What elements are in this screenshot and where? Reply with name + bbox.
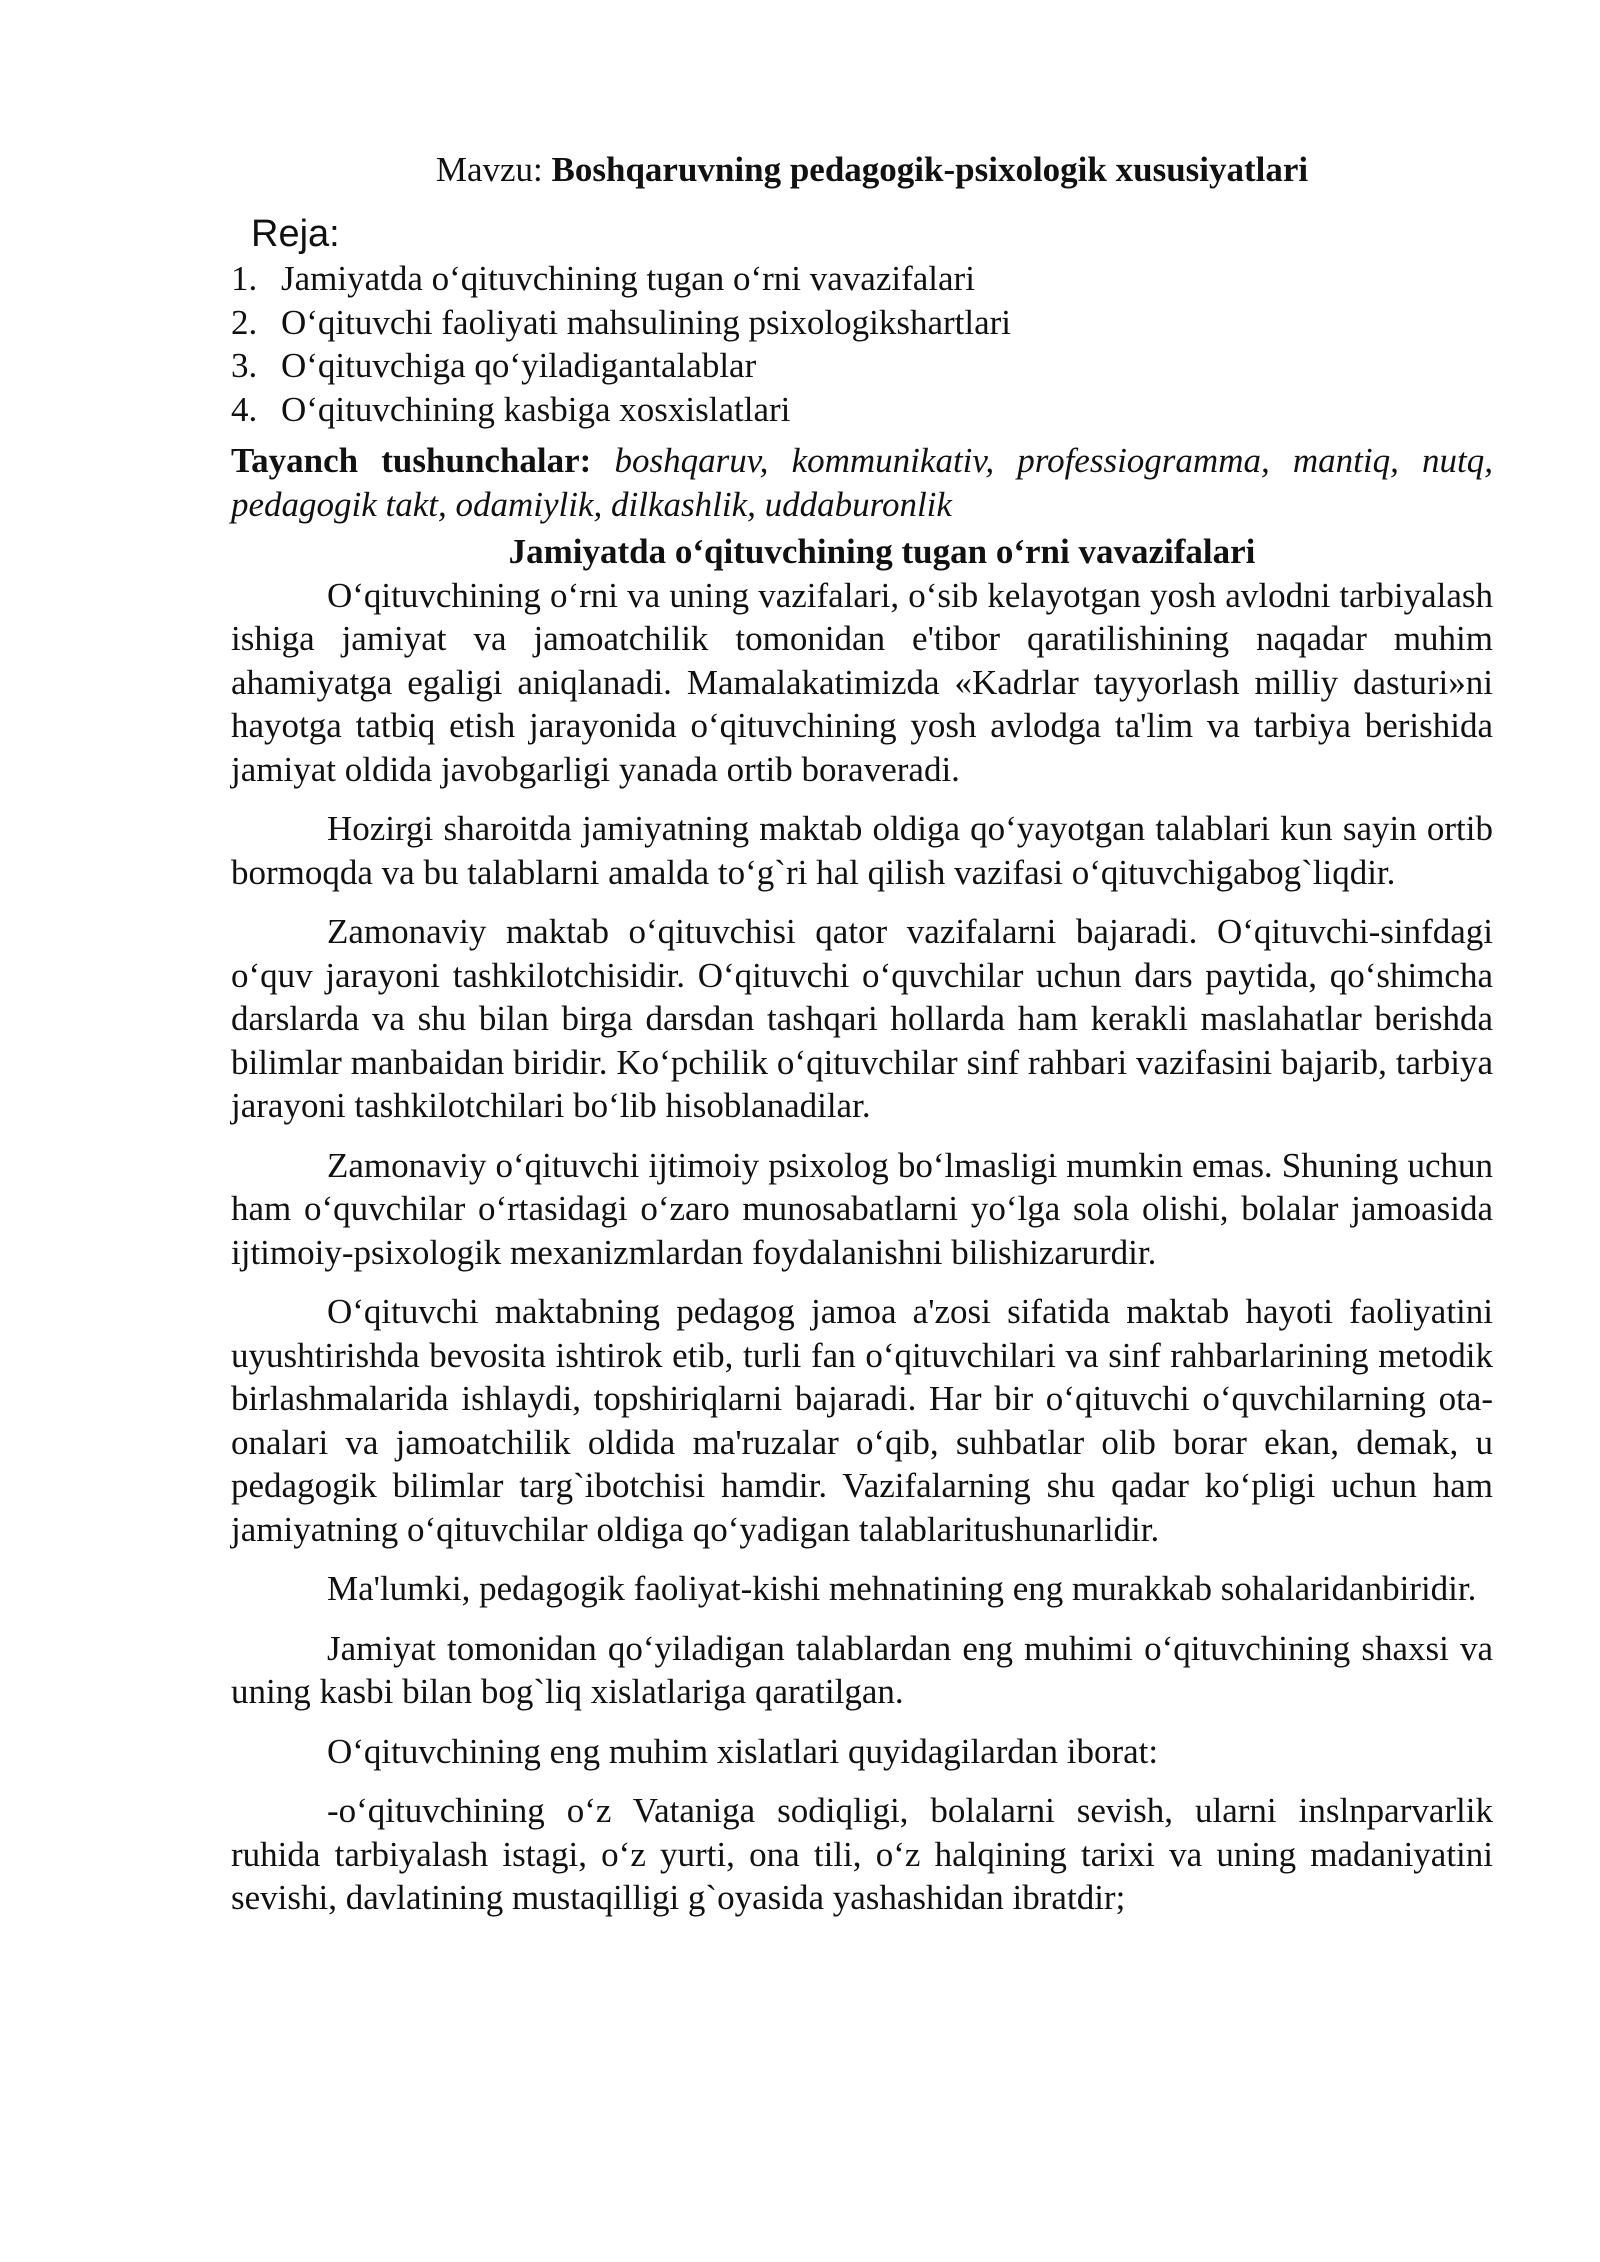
plan-item (231, 301, 1493, 345)
plan-item-text: O‘qituvchi faoliyati mahsulining psixologikshartlari (281, 302, 1012, 342)
title-label: Mavzu (435, 150, 534, 189)
plan-list (231, 257, 1493, 431)
plan-item (231, 344, 1493, 388)
key-concepts-terms: boshqaruv, kommunikativ, professiogramma, mantiq, nutq, pedagogik takt, odamiylik, dilkashlik, uddaburonlik (231, 441, 1494, 524)
section-heading: Jamiyatda o‘qituvchining tugan o‘rni vavazifalari (508, 532, 1256, 571)
title-topic: Boshqaruvning pedagogik-psixologik xususiyatlari (551, 150, 1309, 189)
key-concepts-label: Tayanch tushunchalar: (231, 441, 592, 480)
body-paragraph: Jamiyat tomonidan qo‘yiladigan talablardan eng muhimi o‘qituvchining shaxsi va uning kasbi bilan bog`liq xislatlariga qaratilgan. (231, 1628, 1493, 1711)
plan-item-number: 2. (231, 302, 258, 342)
body-paragraph: -o‘qituvchining o‘z Vataniga sodiqligi, bolalarni sevish, ularni inslnparvarlik ruhida tarbiyalash istagi, o‘z yurti, ona tili, o‘z halqining tarixi va uning madaniyatini sevishi, davlatining mustaqilligi g`oyasida yashashidan ibratdir; (231, 1791, 1493, 1917)
body-paragraph: Ma'lumki, pedagogik faoliyat-kishi mehnatining eng murakkab sohalaridanbiridir. (327, 1569, 1477, 1608)
document-page (231, 148, 1493, 1920)
body-paragraph: O‘qituvchi maktabning pedagog jamoa a'zosi sifatida maktab hayoti faoliyatini uyushtirishda bevosita ishtirok etib, turli fan o‘qituvchilari va sinf rahbarlarining metodik birlashmalarida ishlaydi, topshiriqlarni bajaradi. Har bir o‘qituvchi o‘quvchilarning ota-onalari va jamoatchilik oldida ma'ruzalar o‘qib, suhbatlar olib borar ekan, demak, u pedagogik bilimlar targ`ibotchisi hamdir. Vazifalarning shu qadar ko‘pligi uchun ham jamiyatning o‘qituvchilar oldiga qo‘yadigan talablaritushunarlidir. (231, 1292, 1493, 1549)
title-separator: : (533, 150, 552, 189)
body-paragraph: Zamonaviy maktab o‘qituvchisi qator vazifalarni bajaradi. O‘qituvchi-sinfdagi o‘quv jarayoni tashkilotchisidir. O‘qituvchi o‘quvchilar uchun dars paytida, qo‘shimcha darslarda va shu bilan birga darsdan tashqari hollarda ham kerakli maslahatlar berishda bilimlar manbaidan biridir. Ko‘pchilik o‘qituvchilar sinf rahbari vazifasini bajarib, tarbiya jarayoni tashkilotchilari bo‘lib hisoblanadilar. (231, 912, 1493, 1125)
body-paragraph: O‘qituvchining o‘rni va uning vazifalari, o‘sib kelayotgan yosh avlodni tarbiyalash ishiga jamiyat va jamoatchilik tomonidan e'tibor qaratilishining naqadar muhim ahamiyatga egaligi aniqlanadi. Mamalakatimizda «Kadrlar tayyorlash milliy dasturi»ni hayotga tatbiq etish jarayonida o‘qituvchining yosh avlodga ta'lim va tarbiya berishida jamiyat oldida javobgarligi yanada ortib boraveradi. (231, 575, 1493, 789)
plan-item-number: 3. (231, 346, 258, 385)
plan-item-text: O‘qituvchining kasbiga xosxislatlari (281, 389, 791, 429)
body-paragraph: Hozirgi sharoitda jamiyatning maktab oldiga qo‘yayotgan talablari kun sayin ortib bormoqda va bu talablarni amalda to‘g`ri hal qilish vazifasi o‘qituvchigabog`liqdir. (231, 809, 1493, 892)
plan-item-number: 1. (231, 259, 258, 298)
body-paragraph: O‘qituvchining eng muhim xislatlari quyidagilardan iborat: (327, 1731, 1159, 1771)
plan-item-text: O‘qituvchiga qo‘yiladigantalablar (281, 346, 757, 385)
plan-heading: Reja: (251, 213, 340, 255)
body-paragraph: Zamonaviy o‘qituvchi ijtimoiy psixolog bo‘lmasligi mumkin emas. Shuning uchun ham o‘quvchilar o‘rtasidagi o‘zaro munosabatlarni yo‘lga sola olishi, bolalar jamoasida ijtimoiy-psixologik mexanizmlardan foydalanishni bilishizarurdir. (231, 1145, 1493, 1272)
document-title (231, 148, 1493, 191)
plan-item (231, 257, 1493, 301)
plan-item-number: 4. (231, 389, 258, 429)
plan-item (231, 388, 1493, 432)
plan-item-text: Jamiyatda o‘qituvchining tugan o‘rni vavazifalari (281, 259, 975, 298)
key-concepts (231, 439, 1493, 526)
